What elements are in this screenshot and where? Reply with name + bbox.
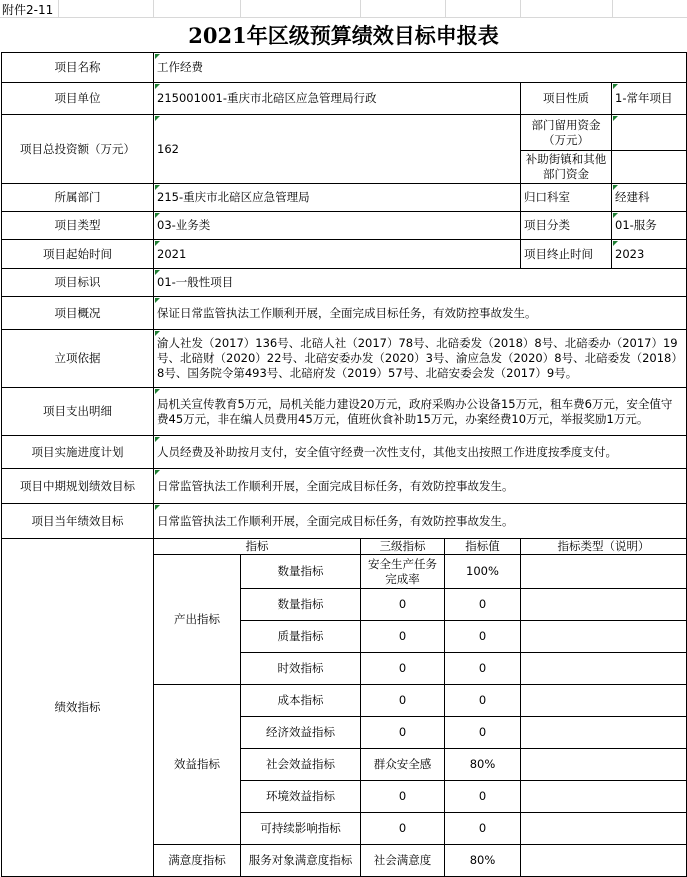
value-mid-term-goal[interactable]: 日常监管执法工作顺利开展，全面完成目标任务，有效防控事故发生。 bbox=[154, 469, 687, 504]
indicator-value[interactable]: 80% bbox=[445, 749, 521, 781]
indicator-name: 数量指标 bbox=[241, 555, 361, 589]
value-annual-goal[interactable]: 日常监管执法工作顺利开展，全面完成目标任务，有效防控事故发生。 bbox=[154, 504, 687, 539]
label-project-unit: 项目单位 bbox=[2, 83, 154, 115]
row-expense-detail bbox=[2, 388, 687, 436]
row-basis bbox=[2, 330, 687, 388]
value-project-unit[interactable]: 215001001-重庆市北碚区应急管理局行政 bbox=[154, 83, 521, 115]
indicator-type[interactable] bbox=[521, 749, 687, 781]
value-overview[interactable]: 保证日常监管执法工作顺利开展，全面完成目标任务，有效防控事故发生。 bbox=[154, 297, 687, 330]
row-project-unit bbox=[2, 83, 687, 115]
indicator-name: 服务对象满意度指标 bbox=[241, 845, 361, 877]
value-basis[interactable]: 渝人社发（2017）136号、北碚人社（2017）78号、北碚委发（2018）8号、北碚委办（2017）19号、北碚财（2020）22号、北碚安委办发（2020）3号、渝应急发（2020）8号、北碚委发（2018）8号、国务院令第493号、北碚府发（2019）57号、北碚安委会发（2017）9号。 bbox=[154, 330, 687, 388]
sheet-top-row bbox=[0, 0, 687, 18]
annex-label: 附件2-11 bbox=[2, 3, 54, 17]
row-department bbox=[2, 184, 687, 212]
indicator-name: 成本指标 bbox=[241, 685, 361, 717]
value-project-name[interactable]: 工作经费 bbox=[154, 53, 687, 83]
value-start-time[interactable]: 2021 bbox=[154, 240, 521, 269]
header-type: 指标类型（说明） bbox=[521, 539, 687, 555]
indicator-type[interactable] bbox=[521, 813, 687, 845]
indicator-type[interactable] bbox=[521, 781, 687, 813]
row-annual-goal bbox=[2, 504, 687, 539]
label-total-investment: 项目总投资额（万元） bbox=[2, 115, 154, 184]
indicator-level3[interactable]: 安全生产任务完成率 bbox=[361, 555, 445, 589]
row-project-mark bbox=[2, 269, 687, 297]
indicator-value[interactable]: 0 bbox=[445, 589, 521, 621]
value-project-nature[interactable]: 1-常年项目 bbox=[612, 83, 687, 115]
group-benefit: 效益指标 bbox=[154, 685, 241, 845]
value-department[interactable]: 215-重庆市北碚区应急管理局 bbox=[154, 184, 521, 212]
indicator-header-row bbox=[2, 539, 687, 555]
header-level3: 三级指标 bbox=[361, 539, 445, 555]
indicator-type[interactable] bbox=[521, 653, 687, 685]
indicator-name: 环境效益指标 bbox=[241, 781, 361, 813]
indicator-name: 社会效益指标 bbox=[241, 749, 361, 781]
value-project-mark[interactable]: 01-一般性项目 bbox=[154, 269, 687, 297]
indicator-name: 可持续影响指标 bbox=[241, 813, 361, 845]
indicator-level3[interactable]: 0 bbox=[361, 653, 445, 685]
value-project-category[interactable]: 01-服务 bbox=[612, 212, 687, 240]
indicator-level3[interactable]: 0 bbox=[361, 813, 445, 845]
indicator-type[interactable] bbox=[521, 685, 687, 717]
label-dept-retained-funds: 部门留用资金（万元） bbox=[521, 115, 612, 151]
indicator-type[interactable] bbox=[521, 717, 687, 749]
indicator-value[interactable]: 0 bbox=[445, 621, 521, 653]
header-indicator: 指标 bbox=[154, 539, 361, 555]
budget-form-table bbox=[1, 52, 687, 877]
form-title: 2021年区级预算绩效目标申报表 bbox=[188, 23, 499, 48]
label-section: 归口科室 bbox=[521, 184, 612, 212]
label-performance: 绩效指标 bbox=[2, 539, 154, 877]
row-overview bbox=[2, 297, 687, 330]
indicator-value[interactable]: 80% bbox=[445, 845, 521, 877]
row-schedule bbox=[2, 436, 687, 469]
label-subsidy-funds: 补助街镇和其他部门资金 bbox=[521, 151, 612, 184]
indicator-value[interactable]: 100% bbox=[445, 555, 521, 589]
indicator-value[interactable]: 0 bbox=[445, 781, 521, 813]
row-time bbox=[2, 240, 687, 269]
group-satisfaction: 满意度指标 bbox=[154, 845, 241, 877]
indicator-level3[interactable]: 0 bbox=[361, 685, 445, 717]
indicator-level3[interactable]: 0 bbox=[361, 621, 445, 653]
label-project-name: 项目名称 bbox=[2, 53, 154, 83]
row-project-type bbox=[2, 212, 687, 240]
row-project-name bbox=[2, 53, 687, 83]
indicator-name: 时效指标 bbox=[241, 653, 361, 685]
indicator-level3[interactable]: 0 bbox=[361, 589, 445, 621]
label-start-time: 项目起始时间 bbox=[2, 240, 154, 269]
indicator-value[interactable]: 0 bbox=[445, 653, 521, 685]
label-annual-goal: 项目当年绩效目标 bbox=[2, 504, 154, 539]
value-expense-detail[interactable]: 局机关宣传教育5万元，局机关能力建设20万元，政府采购办公设备15万元，租车费6万元，安全值守费45万元，非在编人员费用45万元，值班伙食补助15万元，办案经费10万元，举报奖励1万元。 bbox=[154, 388, 687, 436]
indicator-name: 质量指标 bbox=[241, 621, 361, 653]
indicator-type[interactable] bbox=[521, 621, 687, 653]
indicator-name: 经济效益指标 bbox=[241, 717, 361, 749]
label-end-time: 项目终止时间 bbox=[521, 240, 612, 269]
label-mid-term-goal: 项目中期规划绩效目标 bbox=[2, 469, 154, 504]
label-expense-detail: 项目支出明细 bbox=[2, 388, 154, 436]
indicator-type[interactable] bbox=[521, 845, 687, 877]
header-value: 指标值 bbox=[445, 539, 521, 555]
row-mid-term-goal bbox=[2, 469, 687, 504]
label-schedule: 项目实施进度计划 bbox=[2, 436, 154, 469]
indicator-level3[interactable]: 群众安全感 bbox=[361, 749, 445, 781]
value-schedule[interactable]: 人员经费及补助按月支付，安全值守经费一次性支付，其他支出按照工作进度按季度支付。 bbox=[154, 436, 687, 469]
indicator-type[interactable] bbox=[521, 555, 687, 589]
label-basis: 立项依据 bbox=[2, 330, 154, 388]
indicator-value[interactable]: 0 bbox=[445, 813, 521, 845]
value-total-investment[interactable]: 162 bbox=[154, 115, 521, 184]
value-end-time[interactable]: 2023 bbox=[612, 240, 687, 269]
label-project-nature: 项目性质 bbox=[521, 83, 612, 115]
indicator-type[interactable] bbox=[521, 589, 687, 621]
value-subsidy-funds[interactable] bbox=[612, 151, 687, 184]
label-project-mark: 项目标识 bbox=[2, 269, 154, 297]
group-output: 产出指标 bbox=[154, 555, 241, 685]
indicator-level3[interactable]: 0 bbox=[361, 781, 445, 813]
label-project-category: 项目分类 bbox=[521, 212, 612, 240]
value-project-type[interactable]: 03-业务类 bbox=[154, 212, 521, 240]
indicator-level3[interactable]: 0 bbox=[361, 717, 445, 749]
value-section[interactable]: 经建科 bbox=[612, 184, 687, 212]
indicator-value[interactable]: 0 bbox=[445, 717, 521, 749]
value-dept-retained-funds[interactable] bbox=[612, 115, 687, 151]
row-total-investment-a bbox=[2, 115, 687, 151]
indicator-value[interactable]: 0 bbox=[445, 685, 521, 717]
label-overview: 项目概况 bbox=[2, 297, 154, 330]
label-project-type: 项目类型 bbox=[2, 212, 154, 240]
indicator-name: 数量指标 bbox=[241, 589, 361, 621]
indicator-level3[interactable]: 社会满意度 bbox=[361, 845, 445, 877]
sheet-gridlines bbox=[0, 0, 687, 18]
label-department: 所属部门 bbox=[2, 184, 154, 212]
